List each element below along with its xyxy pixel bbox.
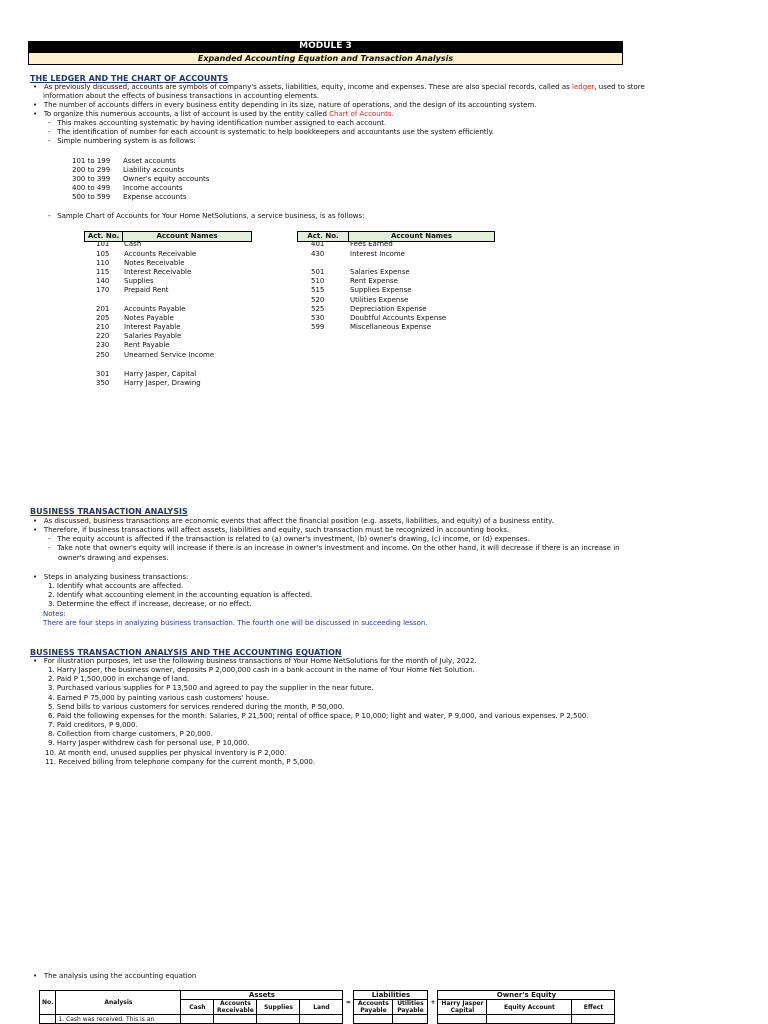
cell	[393, 1015, 428, 1024]
section-title-btae: BUSINESS TRANSACTION ANALYSIS AND THE ACCOUNTING EQUATION	[30, 648, 342, 657]
account-row: 510 Rent Expense	[311, 277, 398, 285]
col-capital: Harry Jasper Capital	[438, 1000, 487, 1015]
dash-bta-2: - Take note that owner's equity will increase if there is an increase in owner's investment and income. On the other hand, it will decrease if there is an increase in	[48, 544, 620, 552]
range-row: 200 to 299 Liability accounts	[72, 166, 185, 174]
section-title-ledger: THE LEDGER AND THE CHART OF ACCOUNTS	[30, 74, 229, 83]
account-row: 205 Notes Payable	[96, 314, 174, 322]
account-row: 110 Notes Receivable	[96, 259, 185, 267]
col-land: Land	[300, 1000, 343, 1015]
module-subtitle: Expanded Accounting Equation and Transaction Analysis	[28, 52, 623, 65]
group-owners-equity: Owner's Equity	[438, 991, 615, 1000]
col-accounts-payable: Accounts Payable	[354, 1000, 393, 1015]
account-row: 501 Salaries Expense	[311, 268, 410, 276]
account-row: 230 Rent Payable	[96, 341, 170, 349]
equals-sign: =	[345, 999, 351, 1006]
col-effect: Effect	[572, 1000, 615, 1015]
range-row: 300 to 399 Owner's equity accounts	[72, 175, 210, 183]
account-row: 140 Supplies	[96, 277, 154, 285]
sample-chart-intro: - Sample Chart of Accounts for Your Home NetSolutions, a service business, is as follows:	[48, 212, 365, 220]
account-row: 201 Accounts Payable	[96, 305, 186, 313]
account-row: 350 Harry Jasper, Drawing	[96, 379, 201, 387]
col-analysis: Analysis	[56, 991, 181, 1015]
bullet-bta-1: • As discussed, business transactions are economic events that affect the financial position (e.g. assets, liabilities, and equity) of a business entity.	[33, 517, 554, 525]
cell	[300, 1015, 343, 1024]
notes-text: There are four steps in analyzing business transaction. The fourth one will be discussed in succeeding lesson.	[43, 619, 428, 627]
account-row: 430 Interest Income	[311, 250, 405, 258]
account-row: 101 Cash	[96, 240, 142, 248]
account-row: 301 Harry Jasper, Capital	[96, 370, 197, 378]
dash-ledger-2: - The identification of number for each account is systematic to help bookkeepers and accountants use the system efficiently.	[48, 128, 494, 136]
col-header-act-no-left: Act. No.	[84, 231, 123, 242]
transaction-item: 6. Paid the following expenses for the month: Salaries, P 21,500; rental of office space, P 10,000; light and water, P 9,000, and various expenses. P 2,500.	[48, 712, 589, 720]
transaction-item: 8. Collection from charge customers, P 20,000.	[48, 730, 213, 738]
range-row: 400 to 499 Income accounts	[72, 184, 183, 192]
group-liabilities: Liabilities	[354, 991, 428, 1000]
section-title-bta: BUSINESS TRANSACTION ANALYSIS	[30, 507, 188, 516]
bullet-btae-intro: • For illustration purposes, let use the following business transactions of Your Home NetSolutions for the month of July, 2022.	[33, 657, 477, 665]
account-row: 170 Prepaid Rent	[96, 286, 169, 294]
cell	[487, 1015, 572, 1024]
account-row: 515 Supplies Expense	[311, 286, 412, 294]
col-equity-account: Equity Account	[487, 1000, 572, 1015]
transaction-item: 10. At month end, unused supplies per physical inventory is P 2,000.	[45, 749, 287, 757]
transaction-item: 7. Paid creditors, P 9,000.	[48, 721, 138, 729]
transaction-item: 1. Harry Jasper, the business owner, deposits P 2,000,000 cash in a bank account in the name of Your Home Net Solution.	[48, 666, 475, 674]
module-title: MODULE 3	[28, 41, 623, 52]
account-row: 115 Interest Receivable	[96, 268, 192, 276]
col-no: No.	[40, 991, 56, 1015]
account-row: 525 Depreciation Expense	[311, 305, 427, 313]
notes-label: Notes:	[43, 610, 66, 618]
row-no	[40, 1015, 56, 1024]
cell	[438, 1015, 487, 1024]
cell	[343, 1015, 354, 1024]
cell	[428, 1015, 438, 1024]
account-row: 520 Utilities Expense	[311, 296, 409, 304]
bullet-ledger-2: • The number of accounts differs in every business entity depending in its size, nature of operations, and the design of its accounting system.	[33, 101, 537, 109]
range-row: 101 to 199 Asset accounts	[72, 157, 176, 165]
account-row: 599 Miscellaneous Expense	[311, 323, 432, 331]
col-utilities-payable: Utilities Payable	[393, 1000, 428, 1015]
dash-ledger-1: - This makes accounting systematic by having identification number assigned to each account.	[48, 119, 387, 127]
step-item: 3. Determine the effect if increase, decrease, or no effect.	[48, 600, 252, 608]
bullet-ledger-3: • To organize this numerous accounts, a list of account is used by the entity called Chart of Accounts.	[33, 110, 394, 118]
account-row: 220 Salaries Payable	[96, 332, 182, 340]
group-assets: Assets	[181, 991, 343, 1000]
cell	[181, 1015, 214, 1024]
col-header-account-names-right: Account Names	[348, 231, 495, 242]
transaction-item: 5. Send bills to various customers for services rendered during the month, P 50,000.	[48, 703, 345, 711]
dash-bta-2-cont: owner's drawing and expenses.	[58, 554, 169, 562]
cell	[354, 1015, 393, 1024]
col-supplies: Supplies	[257, 1000, 300, 1015]
bullet-ledger-1-cont: information about the effects of business transactions in accounting elements.	[43, 92, 320, 100]
col-cash: Cash	[181, 1000, 214, 1015]
cell	[572, 1015, 615, 1024]
account-row: 250 Unearned Service Income	[96, 351, 215, 359]
col-header-account-names-left: Account Names	[122, 231, 252, 242]
transaction-item: 4. Earned P 75,000 by painting various cash customers' house.	[48, 694, 270, 702]
cell	[257, 1015, 300, 1024]
dash-ledger-3: - Simple numbering system is as follows:	[48, 137, 196, 145]
step-item: 1. Identify what accounts are affected.	[48, 582, 184, 590]
step-item: 2. Identify what accounting element in the accounting equation is affected.	[48, 591, 313, 599]
transaction-item: 2. Paid P 1,500,000 in exchange of land.	[48, 675, 190, 683]
range-row: 500 to 599 Expense accounts	[72, 193, 187, 201]
transaction-item: 3. Purchased various supplies for P 13,500 and agreed to pay the supplier in the near future.	[48, 684, 374, 692]
account-row: 210 Interest Payable	[96, 323, 181, 331]
account-row: 530 Doubtful Accounts Expense	[311, 314, 447, 322]
account-row: 401 Fees Earned	[311, 240, 393, 248]
bullet-bta-2: • Therefore, if business transactions will affect assets, liabilities and equity, such transaction must be recognized in accounting books.	[33, 526, 510, 534]
bullet-ledger-1: • As previously discussed, accounts are symbols of company's assets, liabilities, equity, income and expenses. These are also special records, called as ledger, used to store	[33, 83, 645, 91]
bullet-bta-3: • Steps in analyzing business transactions:	[33, 573, 189, 581]
account-row: 105 Accounts Receivable	[96, 250, 197, 258]
analysis-note: • The analysis using the accounting equation	[33, 972, 197, 980]
accounting-equation-table	[39, 990, 615, 1024]
plus-sign: +	[430, 999, 436, 1006]
transaction-item: 9. Harry Jasper withdrew cash for personal use, P 10,000.	[48, 739, 250, 747]
row-analysis: 1. Cash was received. This is an	[56, 1015, 181, 1024]
col-accounts-receivable: Accounts Receivable	[214, 1000, 257, 1015]
dash-bta-1: - The equity account is affected if the transaction is related to (a) owner's investment, (b) owner's drawing, (c) income, or (d) expenses.	[48, 535, 530, 543]
transaction-item: 11. Received billing from telephone company for the current month, P 5,000.	[45, 758, 316, 766]
cell	[214, 1015, 257, 1024]
col-header-act-no-right: Act. No.	[297, 231, 349, 242]
